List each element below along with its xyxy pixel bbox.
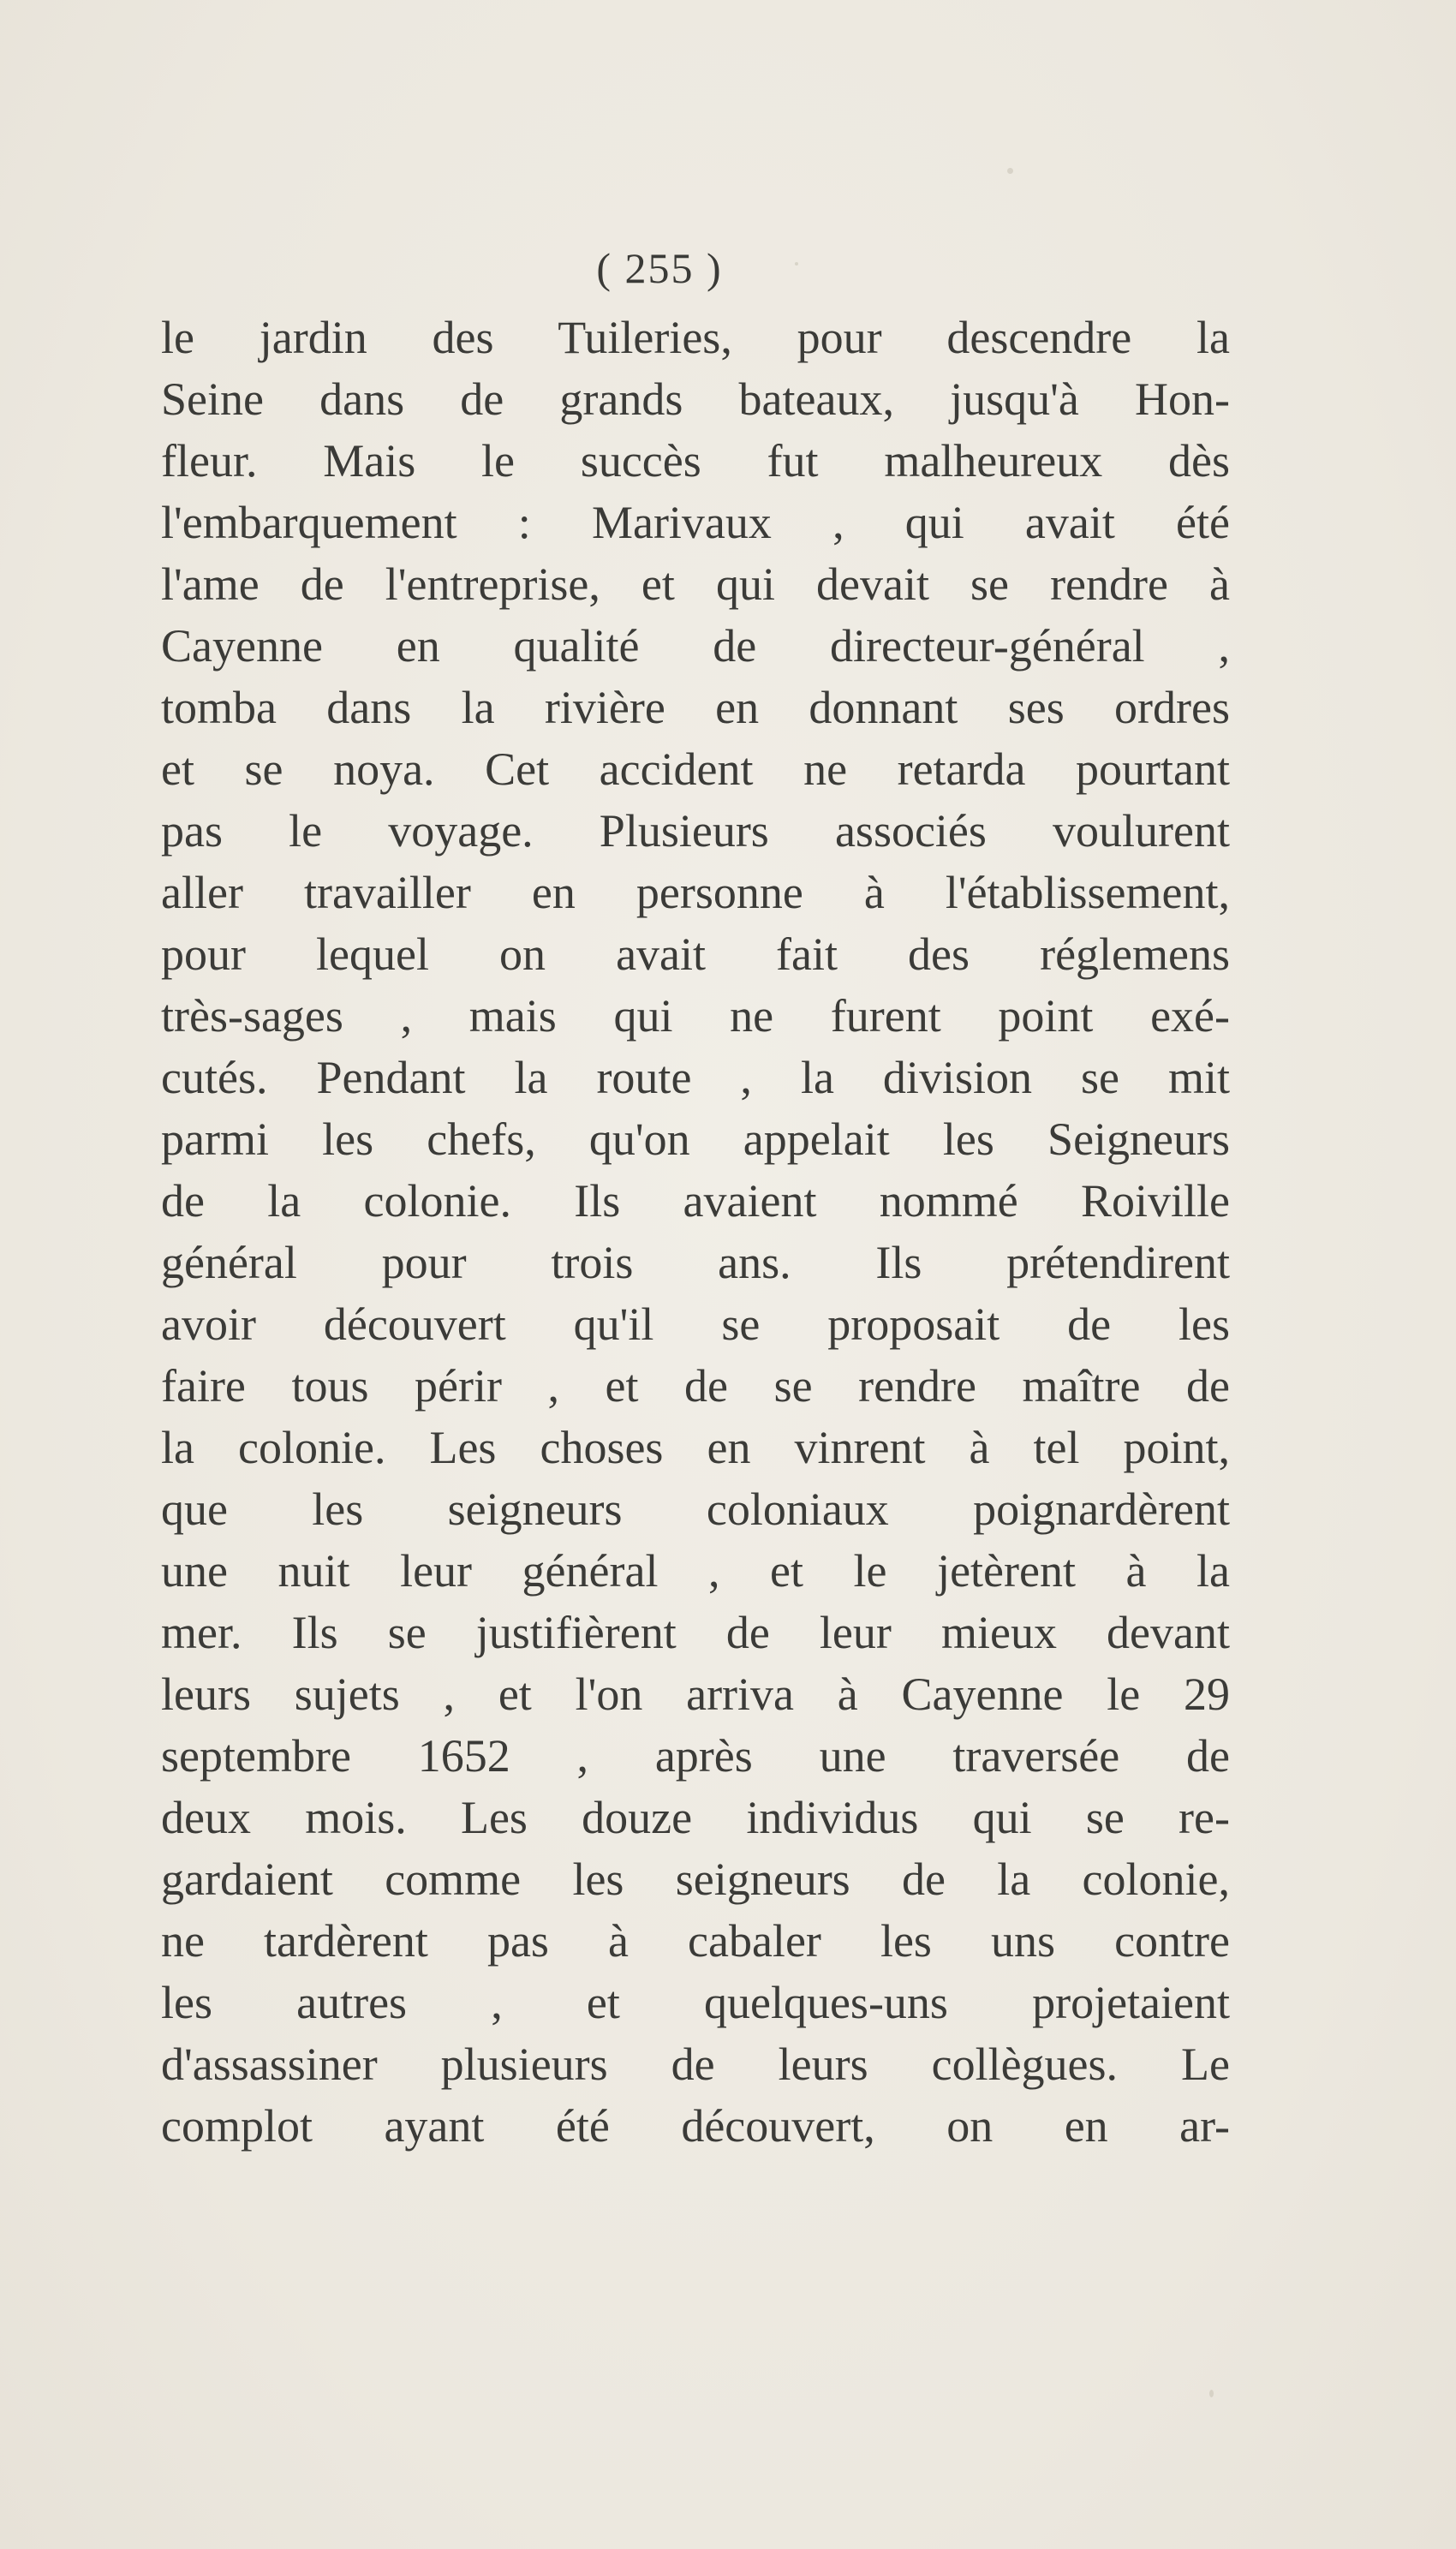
- text-line: septembre 1652 , après une traversée de: [161, 1730, 1230, 1782]
- text-line: avoir découvert qu'il se proposait de les: [161, 1298, 1230, 1350]
- text-line: gardaient comme les seigneurs de la colonie,: [161, 1854, 1230, 1905]
- text-line: la colonie. Les choses en vinrent à tel point,: [161, 1422, 1230, 1473]
- text-line: parmi les chefs, qu'on appelait les Seigneurs: [161, 1113, 1230, 1165]
- text-line: une nuit leur général , et le jetèrent à la: [161, 1545, 1230, 1597]
- text-line: d'assassiner plusieurs de leurs collègues. Le: [161, 2039, 1230, 2090]
- text-line: tomba dans la rivière en donnant ses ordres: [161, 682, 1230, 733]
- text-line: cutés. Pendant la route , la division se mit: [161, 1052, 1230, 1103]
- text-line: le jardin des Tuileries, pour descendre la: [161, 312, 1230, 363]
- text-line: très-sages , mais qui ne furent point exé-: [161, 990, 1230, 1042]
- body-text: [161, 307, 1230, 2157]
- text-line: pas le voyage. Plusieurs associés voulurent: [161, 805, 1230, 857]
- text-line: l'embarquement : Marivaux , qui avait été: [161, 497, 1230, 548]
- text-line: ne tardèrent pas à cabaler les uns contre: [161, 1915, 1230, 1967]
- text-line: et se noya. Cet accident ne retarda pourtant: [161, 743, 1230, 795]
- text-line: Seine dans de grands bateaux, jusqu'à Hon-: [161, 373, 1230, 425]
- text-line: les autres , et quelques-uns projetaient: [161, 1977, 1230, 2028]
- text-line: fleur. Mais le succès fut malheureux dès: [161, 435, 1230, 487]
- page-number: ( 255 ): [596, 244, 723, 292]
- text-line: l'ame de l'entreprise, et qui devait se rendre à: [161, 558, 1230, 610]
- text-line: faire tous périr , et de se rendre maître de: [161, 1360, 1230, 1412]
- paper-speck: [1007, 168, 1013, 174]
- text-line: complot ayant été découvert, on en ar-: [161, 2100, 1230, 2152]
- text-line: que les seigneurs coloniaux poignardèrent: [161, 1483, 1230, 1535]
- text-line: deux mois. Les douze individus qui se re-: [161, 1792, 1230, 1843]
- paper-speck: [1209, 2390, 1214, 2397]
- text-line: de la colonie. Ils avaient nommé Roiville: [161, 1175, 1230, 1227]
- text-line: Cayenne en qualité de directeur-général ,: [161, 620, 1230, 672]
- text-line: mer. Ils se justifièrent de leur mieux devant: [161, 1607, 1230, 1658]
- text-line: aller travailler en personne à l'établissement,: [161, 867, 1230, 918]
- text-line: leurs sujets , et l'on arriva à Cayenne le 29: [161, 1668, 1230, 1720]
- text-line: général pour trois ans. Ils prétendirent: [161, 1237, 1230, 1288]
- text-line: pour lequel on avait fait des réglemens: [161, 928, 1230, 980]
